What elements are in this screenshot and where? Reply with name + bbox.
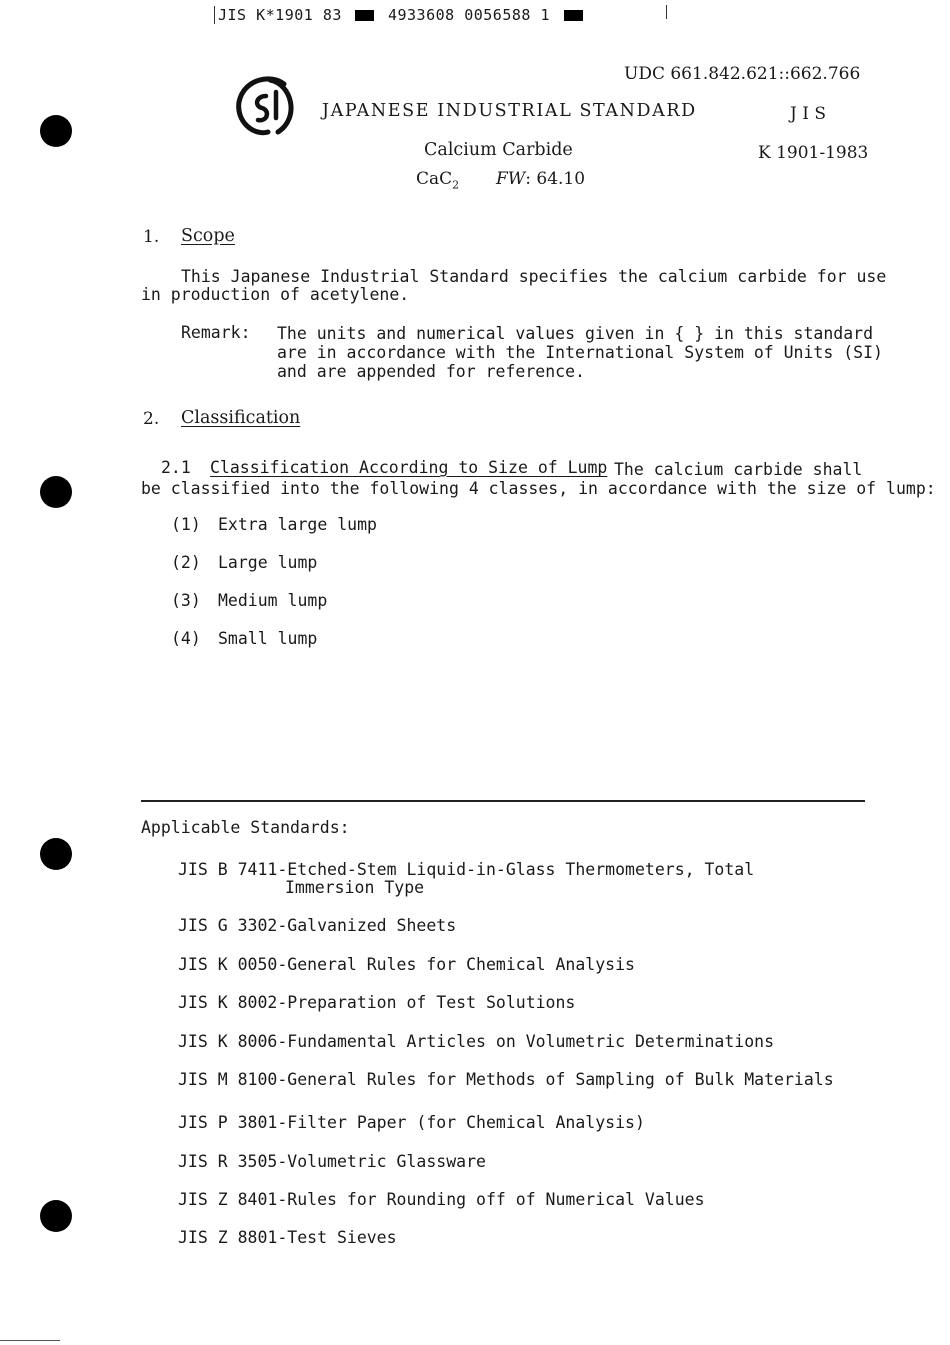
standard-entry	[178, 1152, 486, 1171]
org-name: JAPANESE INDUSTRIAL STANDARD	[322, 101, 697, 121]
standard-title-continued: Immersion Type	[285, 878, 425, 897]
subsection-2-1-heading: Classification According to Size of Lump	[210, 458, 608, 477]
standard-number: K 1901-1983	[758, 143, 869, 163]
standard-code: JIS P 3801	[178, 1113, 278, 1132]
standard-code: JIS B 7411	[178, 860, 278, 879]
strip-right-tick	[666, 5, 667, 19]
standard-title: -Fundamental Articles on Volumetric Determinations	[277, 1032, 775, 1051]
standard-code: JIS G 3302	[178, 916, 278, 935]
subsection-2-1-text-line2: be classified into the following 4 classes, in accordance with the size of lump:	[141, 479, 936, 498]
class-item-number: (2)	[171, 553, 201, 572]
standard-entry	[178, 955, 635, 974]
standard-entry	[178, 860, 754, 879]
footnote-divider	[141, 800, 865, 802]
section-2-heading: Classification	[181, 408, 301, 428]
standard-title: -Galvanized Sheets	[277, 916, 457, 935]
standard-code: JIS K 0050	[178, 955, 278, 974]
scope-text-line1: This Japanese Industrial Standard specifies the calcium carbide for use	[181, 267, 887, 286]
standard-entry	[178, 993, 575, 1012]
standard-entry	[178, 1228, 397, 1247]
class-item-label: Medium lump	[218, 591, 328, 610]
block-mark	[355, 10, 374, 21]
subsection-2-1-text: The calcium carbide shall	[614, 460, 863, 479]
standard-code: JIS K 8002	[178, 993, 278, 1012]
standard-entry	[178, 1113, 645, 1132]
standard-code: JIS K 8006	[178, 1032, 278, 1051]
jis-logo-icon	[234, 74, 298, 140]
standard-entry	[178, 916, 456, 935]
class-item-label: Large lump	[218, 553, 318, 572]
block-mark	[564, 10, 583, 21]
standard-title: -Volumetric Glassware	[277, 1152, 486, 1171]
jis-label: J I S	[790, 104, 826, 124]
subsection-2-1-number: 2.1	[161, 458, 191, 477]
remark-label: Remark:	[181, 323, 251, 342]
standard-title: -Preparation of Test Solutions	[277, 993, 576, 1012]
chemical-formula	[416, 169, 585, 191]
punch-hole-3	[40, 838, 72, 870]
class-item-number: (4)	[171, 629, 201, 648]
header-strip-middle: 4933608 0056588 1	[387, 6, 550, 24]
remark-line: The units and numerical values given in { } in this standard	[277, 324, 874, 343]
standard-entry	[178, 1070, 834, 1089]
header-strip-left: JIS K*1901 83	[218, 6, 342, 24]
standard-code: JIS Z 8801	[178, 1228, 278, 1247]
standard-title: -Rules for Rounding off of Numerical Values	[277, 1190, 705, 1209]
fw-value: : 64.10	[525, 169, 586, 189]
applicable-standards-heading: Applicable Standards:	[141, 818, 350, 837]
scan-edge-mark	[0, 1340, 60, 1341]
formula-subscript: 2	[452, 178, 460, 192]
standard-title: -General Rules for Methods of Sampling of Bulk Materials	[277, 1070, 834, 1089]
punch-hole-1	[40, 115, 72, 147]
class-item-label: Small lump	[218, 629, 318, 648]
section-1-number: 1.	[143, 227, 160, 247]
fw-label: FW	[495, 169, 526, 189]
standard-title: -Etched-Stem Liquid-in-Glass Thermometers, Total	[277, 860, 755, 879]
punch-hole-4	[40, 1200, 72, 1232]
header-strip	[214, 6, 587, 24]
class-item-number: (1)	[171, 515, 201, 534]
scope-text-line2: in production of acetylene.	[141, 285, 410, 304]
formula-base: CaC	[416, 169, 453, 189]
section-2-number: 2.	[143, 409, 160, 429]
standard-title: -General Rules for Chemical Analysis	[277, 955, 635, 974]
standard-entry	[178, 1032, 774, 1051]
standard-code: JIS Z 8401	[178, 1190, 278, 1209]
section-1-heading: Scope	[181, 226, 235, 246]
remark-line: and are appended for reference.	[277, 362, 585, 381]
udc-number: UDC 661.842.621::662.766	[624, 64, 861, 84]
document-title: Calcium Carbide	[424, 140, 573, 160]
class-item-label: Extra large lump	[218, 515, 377, 534]
standard-title: -Test Sieves	[277, 1228, 397, 1247]
punch-hole-2	[40, 476, 72, 508]
standard-title: -Filter Paper (for Chemical Analysis)	[277, 1113, 645, 1132]
standard-entry	[178, 1190, 705, 1209]
standard-code: JIS M 8100	[178, 1070, 278, 1089]
standard-code: JIS R 3505	[178, 1152, 278, 1171]
class-item-number: (3)	[171, 591, 201, 610]
remark-line: are in accordance with the International System of Units (SI)	[277, 343, 883, 362]
